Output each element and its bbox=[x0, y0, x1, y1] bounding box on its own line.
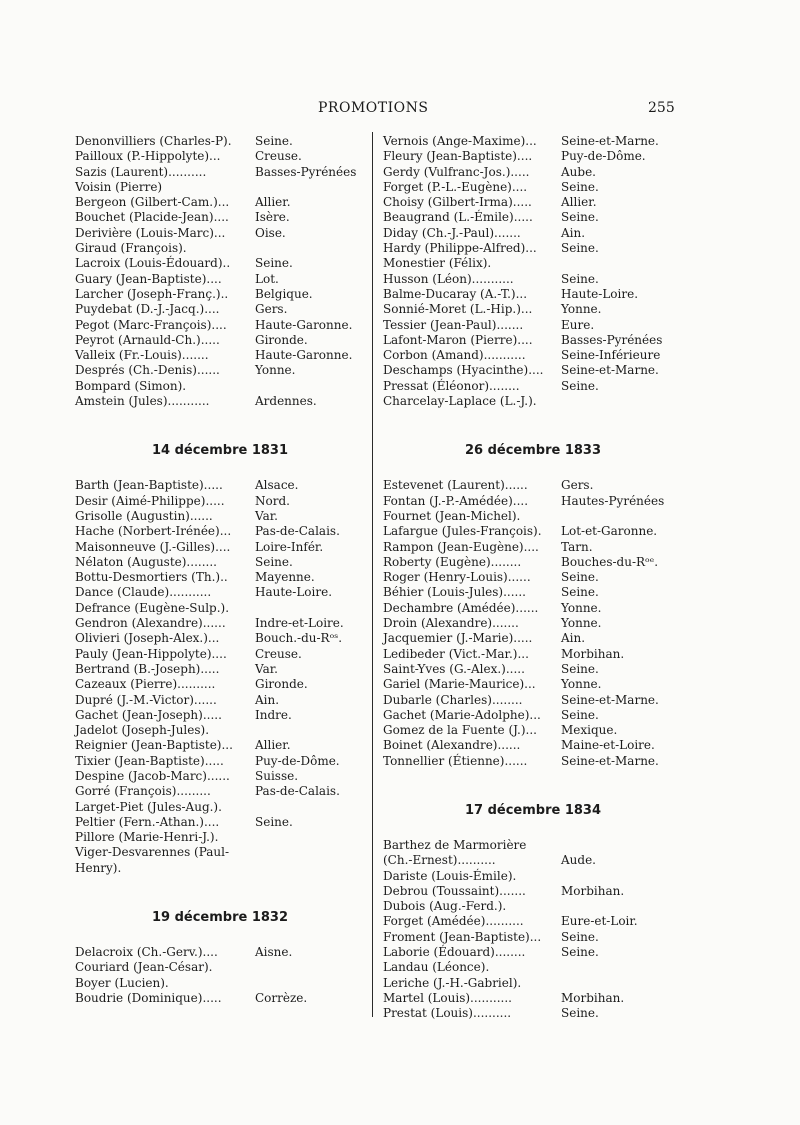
list-item bbox=[383, 960, 683, 975]
list-item bbox=[383, 647, 683, 662]
list-item bbox=[75, 830, 365, 845]
person-name: Grisolle (Augustin)...... bbox=[75, 508, 213, 523]
person-name: Tixier (Jean-Baptiste)..... bbox=[75, 753, 224, 768]
person-name: Puydebat (D.-J.-Jacq.).... bbox=[75, 302, 220, 317]
list-item bbox=[383, 149, 683, 164]
list-item bbox=[75, 348, 365, 363]
page-header bbox=[0, 100, 800, 120]
list-item bbox=[75, 226, 365, 241]
origin-place: Creuse. bbox=[255, 646, 302, 661]
list-item bbox=[383, 738, 683, 753]
person-name: Droin (Alexandre)....... bbox=[383, 616, 519, 631]
origin-place: Seine-et-Marne. bbox=[561, 753, 659, 768]
person-name: Jacquemier (J.-Marie)..... bbox=[383, 631, 533, 646]
origin-place: Isère. bbox=[255, 210, 290, 225]
list-item bbox=[383, 754, 683, 769]
list-item bbox=[75, 693, 365, 708]
origin-place: Indre. bbox=[255, 707, 292, 722]
person-name: Fournet (Jean-Michel). bbox=[383, 508, 521, 523]
origin-place: Eure. bbox=[561, 317, 595, 332]
person-name: Landau (Léonce). bbox=[383, 960, 490, 975]
person-name: Laborie (Édouard)........ bbox=[383, 945, 526, 960]
origin-place: Seine. bbox=[561, 179, 599, 194]
origin-place: Corrèze. bbox=[255, 990, 308, 1005]
origin-place: Eure-et-Loir. bbox=[561, 914, 638, 929]
person-name: Nélaton (Auguste)........ bbox=[75, 554, 217, 569]
person-name: Bompard (Simon). bbox=[75, 378, 187, 393]
list-item bbox=[75, 601, 365, 616]
section-title: 26 décembre 1833 bbox=[464, 443, 602, 459]
origin-place: Gers. bbox=[561, 478, 594, 493]
person-name: Forget (Amédée).......... bbox=[383, 914, 524, 929]
list-item bbox=[383, 884, 683, 899]
person-name: Maisonneuve (J.-Gilles).... bbox=[75, 539, 231, 554]
list-item bbox=[75, 585, 365, 600]
list-item bbox=[75, 662, 365, 677]
list-item bbox=[383, 195, 683, 210]
person-name: Hache (Norbert-Irénée)... bbox=[75, 524, 232, 539]
list-item bbox=[75, 960, 365, 975]
list-item bbox=[75, 333, 365, 348]
person-name: Pillore (Marie-Henri-J.). bbox=[75, 830, 219, 845]
list-item bbox=[383, 241, 683, 256]
person-name: Estevenet (Laurent)...... bbox=[383, 478, 528, 493]
origin-place: Haute-Loire. bbox=[561, 286, 639, 301]
origin-place: Seine. bbox=[561, 929, 599, 944]
list-item bbox=[75, 570, 365, 585]
entry-list bbox=[383, 478, 683, 769]
list-item bbox=[383, 869, 683, 884]
person-name: Pailloux (P.-Hippolyte)... bbox=[75, 149, 221, 164]
right-column bbox=[383, 134, 683, 1022]
list-item bbox=[75, 555, 365, 570]
person-name: Despine (Jacob-Marc)...... bbox=[75, 768, 230, 783]
person-name: Husson (Léon)........... bbox=[383, 271, 514, 286]
left-column bbox=[75, 134, 365, 1006]
person-name: Béhier (Louis-Jules)...... bbox=[383, 585, 526, 600]
origin-place: Seine. bbox=[255, 554, 293, 569]
person-name: Gachet (Jean-Joseph)..... bbox=[75, 707, 222, 722]
list-item bbox=[383, 318, 683, 333]
list-item bbox=[383, 693, 683, 708]
person-name: Balme-Ducaray (A.-T.)... bbox=[383, 286, 528, 301]
list-item bbox=[75, 379, 365, 394]
list-item bbox=[75, 845, 365, 860]
origin-place: Maine-et-Loire. bbox=[561, 738, 655, 753]
list-item bbox=[383, 524, 683, 539]
origin-place: Hautes-Pyrénées bbox=[561, 493, 665, 508]
person-name: Dubois (Aug.-Ferd.). bbox=[383, 899, 507, 914]
origin-place: Morbihan. bbox=[561, 646, 625, 661]
person-name: Lacroix (Louis-Édouard).. bbox=[75, 256, 231, 271]
origin-place: Seine-Inférieure bbox=[561, 348, 661, 363]
list-item bbox=[383, 991, 683, 1006]
person-name: Dechambre (Amédée)...... bbox=[383, 600, 539, 615]
person-name: Valleix (Fr.-Louis)....... bbox=[75, 348, 209, 363]
list-item bbox=[75, 195, 365, 210]
origin-place: Creuse. bbox=[255, 149, 302, 164]
origin-place: Haute-Garonne. bbox=[255, 348, 353, 363]
person-name: Monestier (Félix). bbox=[383, 256, 492, 271]
origin-place: Bouch.-du-Rᵒˢ. bbox=[255, 631, 343, 646]
person-name: Fleury (Jean-Baptiste).... bbox=[383, 149, 533, 164]
list-item bbox=[75, 318, 365, 333]
list-item bbox=[383, 333, 683, 348]
list-item bbox=[383, 945, 683, 960]
origin-place: Puy-de-Dôme. bbox=[561, 149, 646, 164]
person-name: Giraud (François). bbox=[75, 241, 187, 256]
page-title: PROMOTIONS bbox=[318, 100, 429, 116]
person-name: Gerdy (Vulfranc-Jos.)..... bbox=[383, 164, 530, 179]
origin-place: Var. bbox=[255, 661, 278, 676]
origin-place: Yonne. bbox=[561, 616, 602, 631]
list-item bbox=[75, 631, 365, 646]
origin-place: Gers. bbox=[255, 302, 288, 317]
person-name: Sazis (Laurent).......... bbox=[75, 164, 207, 179]
list-item bbox=[383, 838, 683, 853]
list-item bbox=[75, 708, 365, 723]
person-name: Voisin (Pierre) bbox=[75, 179, 163, 194]
origin-place: Var. bbox=[255, 508, 278, 523]
list-item bbox=[75, 861, 365, 876]
person-name: Henry). bbox=[75, 860, 122, 875]
person-name: Dubarle (Charles)........ bbox=[383, 692, 523, 707]
person-name: Barthez de Marmorière bbox=[383, 837, 527, 852]
person-name: Gariel (Marie-Maurice)... bbox=[383, 677, 536, 692]
list-item bbox=[75, 272, 365, 287]
person-name: Ledibeder (Vict.-Mar.)... bbox=[383, 646, 529, 661]
origin-place: Seine-et-Marne. bbox=[561, 363, 659, 378]
origin-place: Yonne. bbox=[255, 363, 296, 378]
person-name: Amstein (Jules)........... bbox=[75, 394, 210, 409]
origin-place: Ardennes. bbox=[255, 394, 317, 409]
list-item bbox=[383, 509, 683, 524]
list-item bbox=[75, 723, 365, 738]
list-item bbox=[383, 1006, 683, 1021]
list-item bbox=[383, 494, 683, 509]
origin-place: Seine. bbox=[561, 241, 599, 256]
origin-place: Gironde. bbox=[255, 332, 308, 347]
person-name: Boinet (Alexandre)...... bbox=[383, 738, 521, 753]
origin-place: Yonne. bbox=[561, 600, 602, 615]
person-name: Prestat (Louis).......... bbox=[383, 1006, 512, 1021]
person-name: Forget (P.-L.-Eugène).... bbox=[383, 179, 528, 194]
list-item bbox=[75, 180, 365, 195]
person-name: Denonvilliers (Charles-P). bbox=[75, 134, 232, 148]
list-item bbox=[383, 585, 683, 600]
origin-place: Pas-de-Calais. bbox=[255, 524, 340, 539]
origin-place: Seine. bbox=[561, 570, 599, 585]
person-name: Delacroix (Ch.-Gerv.).... bbox=[75, 945, 218, 960]
list-item bbox=[383, 226, 683, 241]
person-name: Leriche (J.-H.-Gabriel). bbox=[383, 975, 522, 990]
person-name: Bertrand (B.-Joseph)..... bbox=[75, 661, 220, 676]
person-name: Deschamps (Hyacinthe).... bbox=[383, 363, 544, 378]
column-divider bbox=[372, 132, 373, 1017]
person-name: Tonnellier (Étienne)...... bbox=[383, 753, 528, 768]
origin-place: Morbihan. bbox=[561, 883, 625, 898]
origin-place: Seine. bbox=[561, 210, 599, 225]
origin-place: Seine. bbox=[561, 271, 599, 286]
origin-place: Loire-Infér. bbox=[255, 539, 324, 554]
origin-place: Basses-Pyrénées bbox=[561, 332, 663, 347]
list-item bbox=[383, 723, 683, 738]
origin-place: Seine. bbox=[561, 661, 599, 676]
person-name: Jadelot (Joseph-Jules). bbox=[75, 723, 210, 738]
person-name: Larget-Piet (Jules-Aug.). bbox=[75, 799, 222, 814]
list-item bbox=[75, 784, 365, 799]
origin-place: Aude. bbox=[561, 853, 596, 868]
person-name: Rampon (Jean-Eugène).... bbox=[383, 539, 539, 554]
list-item bbox=[75, 256, 365, 271]
origin-place: Indre-et-Loire. bbox=[255, 616, 344, 631]
person-name: Martel (Louis)........... bbox=[383, 990, 512, 1005]
origin-place: Bouches-du-Rᵒᵉ. bbox=[561, 554, 659, 569]
list-item bbox=[75, 524, 365, 539]
list-item bbox=[383, 540, 683, 555]
list-item bbox=[75, 509, 365, 524]
list-item bbox=[75, 287, 365, 302]
list-item bbox=[383, 379, 683, 394]
person-name: Charcelay-Laplace (L.-J.). bbox=[383, 394, 537, 409]
origin-place: Haute-Garonne. bbox=[255, 317, 353, 332]
person-name: Fontan (J.-P.-Amédée).... bbox=[383, 493, 529, 508]
person-name: Roberty (Eugène)........ bbox=[383, 554, 522, 569]
origin-place: Seine. bbox=[255, 256, 293, 271]
person-name: Sonnié-Moret (L.-Hip.)... bbox=[383, 302, 533, 317]
origin-place: Yonne. bbox=[561, 302, 602, 317]
person-name: Bottu-Desmortiers (Th.).. bbox=[75, 570, 228, 585]
list-item bbox=[75, 945, 365, 960]
list-item bbox=[383, 165, 683, 180]
person-name: Vernois (Ange-Maxime)... bbox=[383, 134, 537, 148]
origin-place: Seine. bbox=[561, 945, 599, 960]
entry-list bbox=[75, 134, 365, 409]
origin-place: Tarn. bbox=[561, 539, 593, 554]
person-name: Hardy (Philippe-Alfred)... bbox=[383, 241, 537, 256]
origin-place: Belgique. bbox=[255, 286, 313, 301]
list-item bbox=[75, 769, 365, 784]
person-name: Olivieri (Joseph-Alex.)... bbox=[75, 631, 220, 646]
list-item bbox=[75, 134, 365, 149]
person-name: Bergeon (Gilbert-Cam.)... bbox=[75, 195, 230, 210]
list-item bbox=[383, 256, 683, 271]
section-title: 17 décembre 1834 bbox=[464, 802, 602, 818]
person-name: Guary (Jean-Baptiste).... bbox=[75, 271, 222, 286]
list-item bbox=[383, 302, 683, 317]
person-name: Saint-Yves (G.-Alex.)..... bbox=[383, 661, 525, 676]
origin-place: Puy-de-Dôme. bbox=[255, 753, 340, 768]
list-item bbox=[75, 815, 365, 830]
list-item bbox=[75, 616, 365, 631]
list-item bbox=[383, 631, 683, 646]
origin-place: Ain. bbox=[561, 225, 586, 240]
origin-place: Basses-Pyrénées bbox=[255, 164, 357, 179]
person-name: Peltier (Fern.-Athan.).... bbox=[75, 814, 220, 829]
list-item bbox=[75, 394, 365, 409]
list-item bbox=[383, 210, 683, 225]
person-name: Larcher (Joseph-Franç.).. bbox=[75, 286, 229, 301]
list-item bbox=[383, 363, 683, 378]
person-name: Boyer (Lucien). bbox=[75, 975, 169, 990]
list-item bbox=[75, 738, 365, 753]
list-item bbox=[383, 555, 683, 570]
list-item bbox=[75, 540, 365, 555]
list-item bbox=[383, 914, 683, 929]
list-item bbox=[75, 210, 365, 225]
person-name: Gomez de la Fuente (J.)... bbox=[383, 723, 537, 738]
page-number: 255 bbox=[648, 100, 675, 116]
entry-list bbox=[383, 134, 683, 409]
list-item bbox=[383, 899, 683, 914]
entry-list bbox=[75, 478, 365, 876]
list-item bbox=[383, 976, 683, 991]
list-item bbox=[75, 165, 365, 180]
origin-place: Ain. bbox=[255, 692, 280, 707]
origin-place: Oise. bbox=[255, 225, 286, 240]
origin-place: Seine-et-Marne. bbox=[561, 692, 659, 707]
list-item bbox=[383, 134, 683, 149]
person-name: Cazeaux (Pierre).......... bbox=[75, 677, 216, 692]
person-name: Couriard (Jean-César). bbox=[75, 960, 213, 975]
person-name: Tessier (Jean-Paul)....... bbox=[383, 317, 524, 332]
list-item bbox=[383, 394, 683, 409]
list-item bbox=[383, 348, 683, 363]
origin-place: Mexique. bbox=[561, 723, 618, 738]
list-item bbox=[383, 180, 683, 195]
list-item bbox=[383, 287, 683, 302]
origin-place: Haute-Loire. bbox=[255, 585, 333, 600]
list-item bbox=[75, 302, 365, 317]
origin-place: Allier. bbox=[255, 738, 291, 753]
origin-place: Allier. bbox=[255, 195, 291, 210]
origin-place: Lot. bbox=[255, 271, 279, 286]
list-item bbox=[75, 149, 365, 164]
list-item bbox=[383, 478, 683, 493]
origin-place: Nord. bbox=[255, 493, 290, 508]
origin-place: Aisne. bbox=[255, 945, 293, 960]
list-item bbox=[75, 800, 365, 815]
origin-place: Seine. bbox=[561, 585, 599, 600]
origin-place: Ain. bbox=[561, 631, 586, 646]
person-name: Viger-Desvarennes (Paul- bbox=[75, 845, 230, 860]
origin-place: Seine. bbox=[561, 707, 599, 722]
list-item bbox=[383, 601, 683, 616]
list-item bbox=[383, 272, 683, 287]
person-name: Lafargue (Jules-François). bbox=[383, 524, 542, 539]
person-name: Gendron (Alexandre)...... bbox=[75, 616, 226, 631]
person-name: Peyrot (Arnauld-Ch.)..... bbox=[75, 332, 220, 347]
person-name: Debrou (Toussaint)....... bbox=[383, 883, 526, 898]
list-item bbox=[75, 478, 365, 493]
person-name: Choisy (Gilbert-Irma)..... bbox=[383, 195, 532, 210]
person-name: Froment (Jean-Baptiste)... bbox=[383, 929, 542, 944]
person-name: (Ch.-Ernest).......... bbox=[383, 853, 496, 868]
person-name: Bouchet (Placide-Jean).... bbox=[75, 210, 229, 225]
origin-place: Lot-et-Garonne. bbox=[561, 524, 658, 539]
origin-place: Seine. bbox=[255, 814, 293, 829]
list-item bbox=[75, 754, 365, 769]
origin-place: Yonne. bbox=[561, 677, 602, 692]
origin-place: Mayenne. bbox=[255, 570, 315, 585]
person-name: Roger (Henry-Louis)...... bbox=[383, 570, 531, 585]
list-item bbox=[383, 662, 683, 677]
list-item bbox=[383, 677, 683, 692]
origin-place: Suisse. bbox=[255, 768, 299, 783]
person-name: Pauly (Jean-Hippolyte).... bbox=[75, 646, 227, 661]
person-name: Reignier (Jean-Baptiste)... bbox=[75, 738, 233, 753]
list-item bbox=[383, 616, 683, 631]
person-name: Defrance (Eugène-Sulp.). bbox=[75, 600, 230, 615]
person-name: Barth (Jean-Baptiste)..... bbox=[75, 478, 223, 493]
person-name: Pressat (Éléonor)........ bbox=[383, 378, 520, 393]
person-name: Desir (Aimé-Philippe)..... bbox=[75, 493, 225, 508]
person-name: Corbon (Amand)........... bbox=[383, 348, 526, 363]
person-name: Gachet (Marie-Adolphe)... bbox=[383, 707, 541, 722]
origin-place: Seine. bbox=[561, 1006, 599, 1021]
list-item bbox=[75, 991, 365, 1006]
person-name: Gorré (François)......... bbox=[75, 784, 211, 799]
section-title: 14 décembre 1831 bbox=[151, 443, 289, 459]
origin-place: Aube. bbox=[561, 164, 596, 179]
list-item bbox=[75, 363, 365, 378]
list-item bbox=[75, 647, 365, 662]
person-name: Lafont-Maron (Pierre).... bbox=[383, 332, 533, 347]
list-item bbox=[383, 930, 683, 945]
list-item bbox=[75, 494, 365, 509]
person-name: Dupré (J.-M.-Victor)...... bbox=[75, 692, 217, 707]
list-item bbox=[75, 976, 365, 991]
person-name: Després (Ch.-Denis)...... bbox=[75, 363, 220, 378]
person-name: Dariste (Louis-Émile). bbox=[383, 868, 517, 883]
person-name: Beaugrand (L.-Émile)..... bbox=[383, 210, 533, 225]
origin-place: Seine. bbox=[255, 134, 293, 148]
person-name: Diday (Ch.-J.-Paul)....... bbox=[383, 225, 521, 240]
section-title: 19 décembre 1832 bbox=[151, 910, 289, 926]
list-item bbox=[75, 677, 365, 692]
origin-place: Pas-de-Calais. bbox=[255, 784, 340, 799]
person-name: Dance (Claude)........... bbox=[75, 585, 212, 600]
origin-place: Seine. bbox=[561, 378, 599, 393]
origin-place: Morbihan. bbox=[561, 990, 625, 1005]
entry-list bbox=[75, 945, 365, 1006]
origin-place: Alsace. bbox=[255, 478, 299, 493]
person-name: Boudrie (Dominique)..... bbox=[75, 990, 222, 1005]
person-name: Derivière (Louis-Marc)... bbox=[75, 225, 226, 240]
origin-place: Gironde. bbox=[255, 677, 308, 692]
list-item bbox=[383, 853, 683, 868]
person-name: Pegot (Marc-François).... bbox=[75, 317, 227, 332]
list-item bbox=[75, 241, 365, 256]
list-item bbox=[383, 708, 683, 723]
list-item bbox=[383, 570, 683, 585]
origin-place: Seine-et-Marne. bbox=[561, 134, 659, 148]
origin-place: Allier. bbox=[561, 195, 597, 210]
entry-list bbox=[383, 838, 683, 1022]
